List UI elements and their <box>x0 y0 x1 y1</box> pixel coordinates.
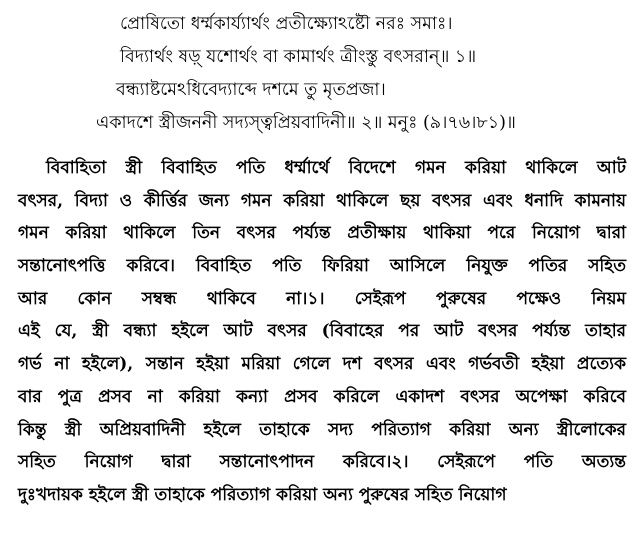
verse-line: প্রোষিতো ধর্ম্মকার্য্যার্থং প্রতীক্ষ্যোঽষ্টৌ নরঃ সমাঃ। <box>120 14 453 34</box>
commentary-line: বিবাহিতা স্ত্রী বিবাহিত পতি ধর্ম্মার্থে বিদেশে গমন করিয়া থাকিলে আট <box>46 158 626 178</box>
sanskrit-verse-block <box>96 8 616 140</box>
bengali-commentary-block <box>18 152 626 512</box>
commentary-line: কিন্তু স্ত্রী অপ্রিয়বাদিনী হইলে তাহাকে সদ্য পরিত্যাগ করিয়া অন্য স্ত্রীলোকের <box>18 419 626 440</box>
verse-line: বিদ্যার্থং ষড়্ যশোর্থং বা কামার্থং ত্রীংস্তু বৎসরান্॥ ১॥ <box>120 47 477 67</box>
commentary-line: সন্তানোৎপত্তি করিবে। বিবাহিত পতি ফিরিয়া আসিলে নিযুক্ত পতির সহিত <box>18 256 626 277</box>
verse-line: একাদশে স্ত্রীজননী সদ্যস্ত্বপ্রিয়বাদিনী॥ ২॥ মনুঃ (৯।৭৬।৮১)॥ <box>96 113 516 133</box>
commentary-line: দুঃখদায়ক হইলে স্ত্রী তাহাকে পরিত্যাগ করিয়া অন্য পুরুষের সহিত নিয়োগ <box>18 484 507 505</box>
commentary-line: সহিত নিয়োগ দ্বারা সন্তানোৎপাদন করিবে।২। সেইরূপে পতি অত্যন্ত <box>18 452 626 473</box>
commentary-line: এই যে, স্ত্রী বন্ধ্যা হইলে আট বৎসর (বিবাহের পর আট বৎসর পর্য্যন্ত তাহার <box>18 321 626 342</box>
commentary-line: বার পুত্র প্রসব না করিয়া কন্যা প্রসব করিলে একাদশ বৎসর অপেক্ষা করিবে <box>18 386 626 407</box>
commentary-line: গমন করিয়া থাকিলে তিন বৎসর পর্য্যন্ত প্রতীক্ষায় থাকিয়া পরে নিয়োগ দ্বারা <box>18 223 626 244</box>
commentary-line: গর্ভ না হইলে), সন্তান হইয়া মরিয়া গেলে দশ বৎসর এবং গর্ভবতী হইয়া প্রত্যেক <box>18 354 626 375</box>
commentary-line: আর কোন সম্বন্ধ থাকিবে না।১। সেইরূপ পুরুষের পক্ষেও নিয়ম <box>18 288 626 309</box>
verse-line: বন্ধ্যাষ্টমেঽধিবেদ্যাব্দে দশমে তু মৃতপ্রজা। <box>116 80 386 100</box>
commentary-line: বৎসর, বিদ্যা ও কীর্ত্তির জন্য গমন করিয়া থাকিলে ছয় বৎসর এবং ধনাদি কামনায় <box>18 190 626 211</box>
